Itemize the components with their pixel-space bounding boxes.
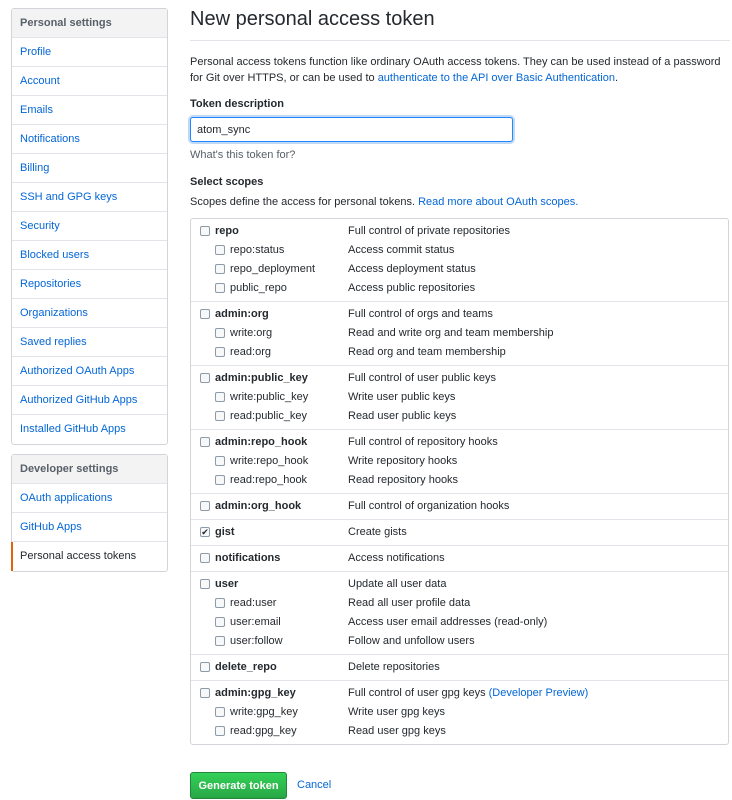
scope-row-write-gpg-key bbox=[191, 703, 728, 722]
scope-name[interactable]: repo_deployment bbox=[230, 263, 316, 275]
scope-group-admin-org bbox=[191, 302, 728, 366]
scope-group-gist bbox=[191, 520, 728, 546]
scopes-list bbox=[190, 218, 729, 745]
page-title: New personal access token bbox=[190, 8, 730, 41]
developer-settings-heading: Developer settings bbox=[12, 455, 167, 484]
personal-settings-heading: Personal settings bbox=[12, 9, 167, 38]
scope-description-text: Full control of organization hooks bbox=[348, 500, 510, 512]
sidebar-item-security[interactable]: Security bbox=[12, 212, 167, 241]
sidebar-item-repositories[interactable]: Repositories bbox=[12, 270, 167, 299]
sidebar-item-emails[interactable]: Emails bbox=[12, 96, 167, 125]
scope-description-text: Write user public keys bbox=[348, 391, 456, 403]
scope-description bbox=[348, 474, 458, 486]
scope-checkbox-write-repo-hook[interactable] bbox=[215, 456, 225, 466]
scope-checkbox-write-org[interactable] bbox=[215, 328, 225, 338]
sidebar-item-authorized-oauth-apps[interactable]: Authorized OAuth Apps bbox=[12, 357, 167, 386]
scope-group-admin-gpg-key bbox=[191, 681, 728, 744]
scope-description-text: Write user gpg keys bbox=[348, 706, 446, 718]
scope-name[interactable]: read:user bbox=[230, 597, 277, 609]
scope-row-admin-public-key bbox=[191, 369, 728, 388]
scope-checkbox-read-public-key[interactable] bbox=[215, 411, 225, 421]
scope-row-repo-status bbox=[191, 241, 728, 260]
scope-name[interactable]: user:email bbox=[230, 616, 281, 628]
developer-settings-menu bbox=[11, 454, 168, 572]
basic-auth-link[interactable]: authenticate to the API over Basic Authentication bbox=[377, 72, 615, 84]
scope-group-user bbox=[191, 572, 728, 655]
scope-description-text: Access commit status bbox=[348, 244, 455, 256]
scope-description bbox=[348, 455, 457, 467]
scope-checkbox-public-repo[interactable] bbox=[215, 283, 225, 293]
scope-row-write-repo-hook bbox=[191, 452, 728, 471]
scope-description-text: Read org and team membership bbox=[348, 346, 506, 358]
scope-row-public-repo bbox=[191, 279, 728, 298]
scope-group-admin-repo-hook bbox=[191, 430, 728, 494]
scope-description bbox=[348, 616, 547, 628]
sidebar-item-personal-access-tokens[interactable]: Personal access tokens bbox=[12, 542, 167, 571]
scope-row-user-follow bbox=[191, 632, 728, 651]
scope-row-user bbox=[191, 575, 728, 594]
scope-checkbox-user-email[interactable] bbox=[215, 617, 225, 627]
scope-name[interactable]: read:public_key bbox=[230, 410, 308, 422]
scope-description bbox=[348, 372, 496, 384]
scope-description bbox=[348, 282, 475, 294]
generate-token-button[interactable]: Generate token bbox=[190, 772, 287, 799]
token-description-note: What's this token for? bbox=[190, 149, 296, 161]
scope-description-text: Update all user data bbox=[348, 578, 447, 590]
scope-description-text: Full control of user public keys bbox=[348, 372, 496, 384]
scope-checkbox-admin-org[interactable] bbox=[200, 309, 210, 319]
scope-description bbox=[348, 661, 440, 673]
scope-row-notifications bbox=[191, 549, 728, 568]
scope-name[interactable]: user bbox=[215, 578, 239, 590]
scope-description-text: Full control of repository hooks bbox=[348, 436, 498, 448]
scope-name[interactable]: admin:repo_hook bbox=[215, 436, 308, 448]
scope-description-text: Delete repositories bbox=[348, 661, 440, 673]
scope-description bbox=[348, 308, 493, 320]
scope-name[interactable]: read:repo_hook bbox=[230, 474, 308, 486]
scope-name[interactable]: repo:status bbox=[230, 244, 285, 256]
scope-description bbox=[348, 725, 446, 737]
scope-row-read-user bbox=[191, 594, 728, 613]
scope-checkbox-repo[interactable] bbox=[200, 226, 210, 236]
scope-group-notifications bbox=[191, 546, 728, 572]
scope-name[interactable]: read:org bbox=[230, 346, 271, 358]
scopes-description bbox=[190, 196, 578, 208]
scope-name[interactable]: admin:gpg_key bbox=[215, 687, 296, 699]
cancel-link[interactable]: Cancel bbox=[297, 779, 332, 791]
sidebar-item-github-apps[interactable]: GitHub Apps bbox=[12, 513, 167, 542]
scope-name[interactable]: user:follow bbox=[230, 635, 283, 647]
scope-description-text: Write repository hooks bbox=[348, 455, 458, 467]
sidebar-item-authorized-github-apps[interactable]: Authorized GitHub Apps bbox=[12, 386, 167, 415]
scope-checkbox-admin-gpg-key[interactable] bbox=[200, 688, 210, 698]
scope-description bbox=[348, 552, 445, 564]
scope-description-text: Access public repositories bbox=[348, 282, 476, 294]
scope-name[interactable]: admin:public_key bbox=[215, 372, 308, 384]
sidebar-item-blocked-users[interactable]: Blocked users bbox=[12, 241, 167, 270]
scope-row-user-email bbox=[191, 613, 728, 632]
scope-row-admin-repo-hook bbox=[191, 433, 728, 452]
scope-description bbox=[348, 263, 476, 275]
scope-name[interactable]: notifications bbox=[215, 552, 281, 564]
scope-description-text: Full control of private repositories bbox=[348, 225, 511, 237]
scope-description bbox=[348, 244, 454, 256]
scope-description-text: Create gists bbox=[348, 526, 407, 538]
scope-checkbox-notifications[interactable] bbox=[200, 553, 210, 563]
scope-description-text: Access notifications bbox=[348, 552, 445, 564]
scope-description bbox=[348, 225, 510, 237]
scope-row-read-org bbox=[191, 343, 728, 362]
scope-checkbox-read-repo-hook[interactable] bbox=[215, 475, 225, 485]
sidebar-item-oauth-applications[interactable]: OAuth applications bbox=[12, 484, 167, 513]
scope-name[interactable]: admin:org bbox=[215, 308, 269, 320]
scope-description bbox=[348, 526, 407, 538]
sidebar-item-account[interactable]: Account bbox=[12, 67, 167, 96]
scope-checkbox-user-follow[interactable] bbox=[215, 636, 225, 646]
scope-checkbox-repo-status[interactable] bbox=[215, 245, 225, 255]
scope-description-text: Follow and unfollow users bbox=[348, 635, 475, 647]
scope-row-read-gpg-key bbox=[191, 722, 728, 741]
scope-description bbox=[348, 500, 509, 512]
scope-checkbox-write-gpg-key[interactable] bbox=[215, 707, 225, 717]
scope-group-repo bbox=[191, 219, 728, 302]
sidebar-item-ssh-gpg-keys[interactable]: SSH and GPG keys bbox=[12, 183, 167, 212]
scope-group-admin-org-hook bbox=[191, 494, 728, 520]
scope-description bbox=[348, 327, 553, 339]
oauth-scopes-link[interactable]: Read more about OAuth scopes. bbox=[418, 196, 579, 208]
scope-description bbox=[348, 391, 455, 403]
scope-row-write-org bbox=[191, 324, 728, 343]
scope-checkbox-admin-repo-hook[interactable] bbox=[200, 437, 210, 447]
scope-checkbox-admin-public-key[interactable] bbox=[200, 373, 210, 383]
intro-paragraph bbox=[190, 54, 730, 86]
scope-name[interactable]: repo bbox=[215, 225, 239, 237]
sidebar-item-installed-github-apps[interactable]: Installed GitHub Apps bbox=[20, 423, 126, 435]
sidebar-item-profile[interactable]: Profile bbox=[12, 38, 167, 67]
scope-row-repo-deployment bbox=[191, 260, 728, 279]
scope-description bbox=[348, 687, 588, 699]
scope-description-text: Access deployment status bbox=[348, 263, 476, 275]
scope-name[interactable]: delete_repo bbox=[215, 661, 277, 673]
scope-row-repo bbox=[191, 222, 728, 241]
scope-name[interactable]: admin:org_hook bbox=[215, 500, 302, 512]
scope-checkbox-delete-repo[interactable] bbox=[200, 662, 210, 672]
scope-row-admin-gpg-key bbox=[191, 684, 728, 703]
scope-description bbox=[348, 597, 470, 609]
sidebar-item-billing[interactable]: Billing bbox=[12, 154, 167, 183]
scope-description bbox=[348, 578, 446, 590]
select-scopes-label: Select scopes bbox=[190, 176, 264, 188]
scope-description-text: Read user public keys bbox=[348, 410, 457, 422]
scope-checkbox-user[interactable] bbox=[200, 579, 210, 589]
scope-checkbox-read-user[interactable] bbox=[215, 598, 225, 608]
scopes-desc-text: Scopes define the access for personal tokens. bbox=[190, 196, 419, 208]
scope-name[interactable]: write:gpg_key bbox=[230, 706, 298, 718]
scope-description bbox=[348, 436, 498, 448]
scope-description-text: Access user email addresses (read-only) bbox=[348, 616, 548, 628]
scope-description bbox=[348, 706, 445, 718]
scope-name[interactable]: public_repo bbox=[230, 282, 287, 294]
scope-group-admin-public-key bbox=[191, 366, 728, 430]
scope-description-text: Read all user profile data bbox=[348, 597, 471, 609]
scope-description bbox=[348, 346, 506, 358]
scope-description-text: Full control of orgs and teams bbox=[348, 308, 493, 320]
scope-row-read-public-key bbox=[191, 407, 728, 426]
intro-text: Personal access tokens function like ordinary OAuth access tokens. They can be used instead of a password for Git over HTTPS, or can be used to bbox=[190, 56, 721, 84]
intro-end: . bbox=[614, 72, 619, 84]
scope-row-gist bbox=[191, 523, 728, 542]
scope-checkbox-repo-deployment[interactable] bbox=[215, 264, 225, 274]
scope-row-admin-org-hook bbox=[191, 497, 728, 516]
token-description-input[interactable] bbox=[190, 117, 513, 142]
scope-checkbox-read-org[interactable] bbox=[215, 347, 225, 357]
scope-name[interactable]: write:public_key bbox=[230, 391, 309, 403]
scope-row-read-repo-hook bbox=[191, 471, 728, 490]
scope-description-text: Read repository hooks bbox=[348, 474, 459, 486]
scope-group-delete-repo bbox=[191, 655, 728, 681]
sidebar-item-saved-replies[interactable]: Saved replies bbox=[12, 328, 167, 357]
scope-row-admin-org bbox=[191, 305, 728, 324]
scope-checkbox-gist[interactable]: ✔ bbox=[201, 526, 209, 537]
scope-description-text: Full control of user gpg keys bbox=[348, 687, 489, 699]
scope-row-delete-repo bbox=[191, 658, 728, 677]
scope-checkbox-write-public-key[interactable] bbox=[215, 392, 225, 402]
scope-description bbox=[348, 410, 456, 422]
scope-name[interactable]: gist bbox=[215, 526, 235, 538]
token-description-label: Token description bbox=[190, 98, 284, 110]
scope-description bbox=[348, 635, 475, 647]
scope-description-text: Read and write org and team membership bbox=[348, 327, 554, 339]
scope-checkbox-read-gpg-key[interactable] bbox=[215, 726, 225, 736]
scope-description-text: Read user gpg keys bbox=[348, 725, 446, 737]
scope-name[interactable]: write:repo_hook bbox=[230, 455, 309, 467]
sidebar-item-notifications[interactable]: Notifications bbox=[12, 125, 167, 154]
personal-settings-menu bbox=[11, 8, 168, 445]
scope-name[interactable]: write:org bbox=[230, 327, 273, 339]
sidebar-item-organizations[interactable]: Organizations bbox=[12, 299, 167, 328]
scope-checkbox-admin-org-hook[interactable] bbox=[200, 501, 210, 511]
scope-row-write-public-key bbox=[191, 388, 728, 407]
developer-preview-link[interactable]: (Developer Preview) bbox=[488, 687, 589, 699]
scope-name[interactable]: read:gpg_key bbox=[230, 725, 297, 737]
